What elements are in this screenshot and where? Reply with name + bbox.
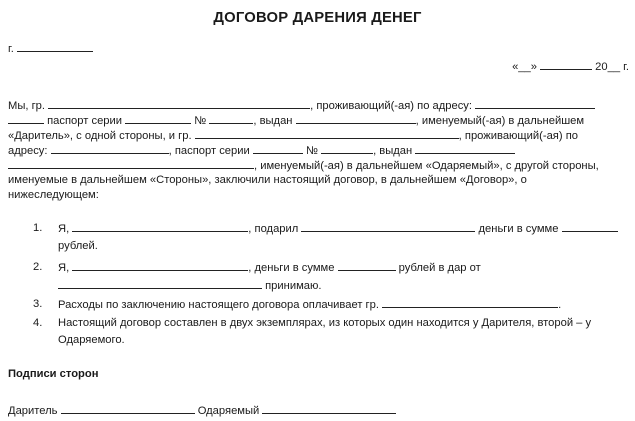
item-3-line-1 [58,297,561,312]
intro-line-6: именуемые в дальнейшем «Стороны», заключили настоящий договор, в дальнейшем «Договор», о [8,174,527,186]
intro-text: адресу: [8,145,48,157]
item-text: принимаю. [265,280,322,292]
item-text: , деньги в сумме [248,262,335,274]
item-number: 3. [33,298,43,310]
item-text: , подарил [248,223,299,235]
item-1-name-blank[interactable] [72,221,248,232]
donor-passport-number-blank[interactable] [209,113,253,124]
donor-address-blank-2[interactable] [8,113,44,124]
item-text: Расходы по заключению настоящего договора оплачивает гр. [58,299,379,311]
intro-text: , именуемый(-ая) в дальнейшем [415,115,585,127]
item-1-line-1 [58,221,618,236]
recipient-address-blank[interactable] [51,143,169,154]
intro-line-7: нижеследующем: [8,189,99,201]
city-blank[interactable] [17,41,93,52]
recipient-signature-blank[interactable] [262,403,396,414]
intro-text: № [194,115,207,127]
donor-name-blank[interactable] [48,98,310,109]
city-prefix: г. [8,43,14,55]
item-2-sum-blank[interactable] [338,260,396,271]
item-4-line-1: Настоящий договор составлен в двух экземплярах, из которых один находится у Дарителя, второй – у [58,317,592,329]
intro-line-5 [8,158,599,173]
city-line [8,41,93,56]
item-4-line-2: Одаряемого. [58,334,125,346]
recipient-signature-label: Одаряемый [197,405,260,417]
item-1-recipient-blank[interactable] [301,221,475,232]
item-1-sum-blank[interactable] [562,221,618,232]
donor-passport-series-blank[interactable] [125,113,191,124]
intro-line-3 [8,128,578,143]
intro-text: , выдан [373,145,413,157]
item-2-name-blank[interactable] [72,260,248,271]
signatures-line [8,403,396,418]
intro-text: , выдан [253,115,293,127]
item-1-line-2: рублей. [58,240,98,252]
recipient-passport-issued-blank-2[interactable] [8,158,254,169]
intro-text: паспорт серии [47,115,123,127]
item-text: рублей в дар от [398,262,481,274]
date-month-blank[interactable] [540,59,592,70]
intro-text: , именуемый(-ая) в дальнейшем «Одаряемый», с другой стороны, [254,160,599,172]
recipient-name-blank[interactable] [195,128,459,139]
document-title: ДОГОВОР ДАРЕНИЯ ДЕНЕГ [213,10,422,26]
recipient-passport-series-blank[interactable] [253,143,303,154]
recipient-passport-issued-blank[interactable] [415,143,515,154]
item-text: Я, [58,262,70,274]
intro-text: «Даритель», с одной стороны, и гр. [8,130,192,142]
date-day[interactable]: «__» [512,61,537,73]
item-2-line-2 [58,278,321,293]
item-number: 1. [33,222,43,234]
item-text: Я, [58,223,70,235]
intro-line-4 [8,143,515,158]
item-text: деньги в сумме [478,223,559,235]
date-year[interactable]: 20__ г. [595,61,629,73]
intro-text: , паспорт серии [168,145,250,157]
item-3-payer-blank[interactable] [382,297,558,308]
date-line [512,59,629,74]
item-number: 4. [33,317,43,329]
recipient-passport-number-blank[interactable] [321,143,373,154]
item-text: . [558,299,562,311]
donor-signature-label: Даритель [8,405,58,417]
item-2-line-1 [58,260,481,275]
intro-text: № [305,145,318,157]
item-2-donor-blank[interactable] [58,278,262,289]
intro-line-1 [8,98,595,113]
intro-line-2 [8,113,584,128]
signatures-heading: Подписи сторон [8,368,99,380]
donor-passport-issued-blank[interactable] [296,113,416,124]
item-number: 2. [33,261,43,273]
intro-text: , проживающий(-ая) по адресу: [310,100,473,112]
donor-address-blank[interactable] [475,98,595,109]
intro-text: Мы, гр. [8,100,45,112]
donor-signature-blank[interactable] [61,403,195,414]
intro-text: , проживающий(-ая) по [458,130,578,142]
